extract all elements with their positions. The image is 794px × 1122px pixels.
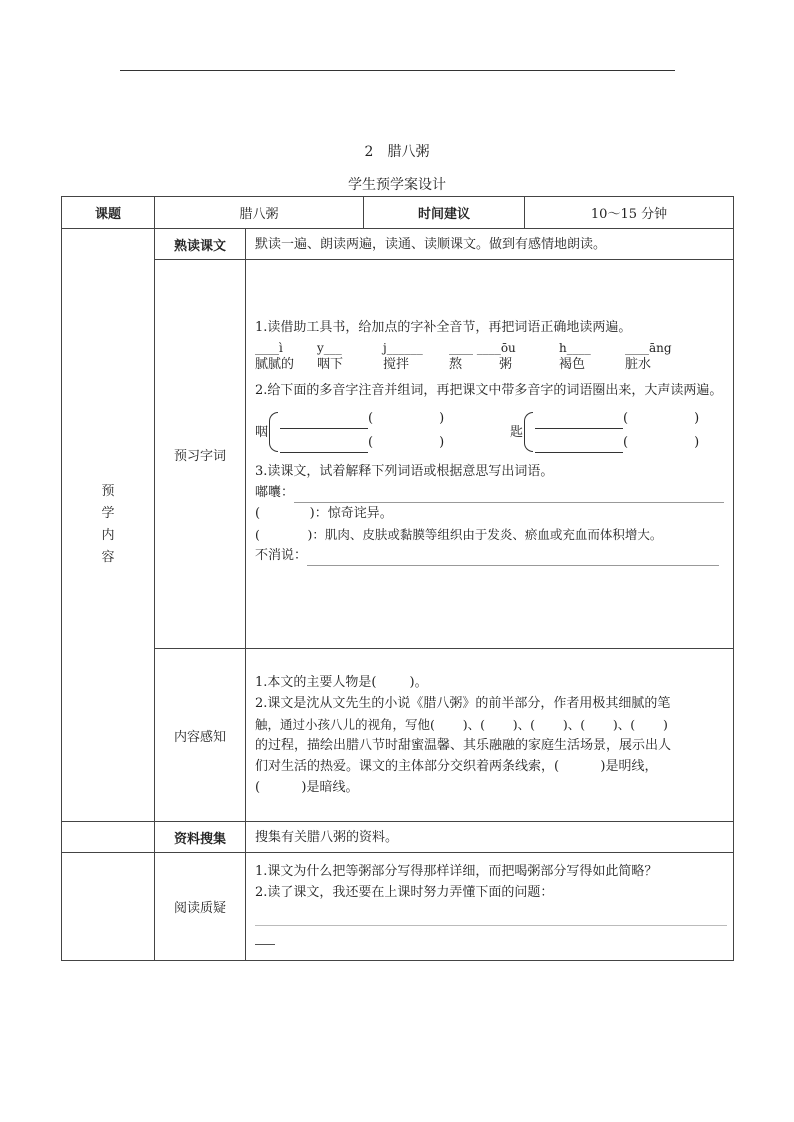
row-content (62, 649, 734, 822)
term-row-1 (255, 482, 727, 503)
pinyin-blank: ______ (386, 341, 423, 355)
pinyin-2 (317, 340, 383, 356)
term-label: 不消说： (255, 548, 308, 563)
question-1: 1.课文为什么把等粥部分写得那样详细，而把喝粥部分写得如此简略？ (255, 864, 658, 879)
pinyin-text: j (383, 341, 387, 355)
side-char: 内 (101, 528, 115, 543)
polyphone-group-2 (510, 411, 699, 453)
answer-blank[interactable] (280, 412, 368, 429)
answer-blank[interactable] (535, 436, 623, 453)
paren-open: ( (368, 411, 374, 426)
content-text (246, 649, 734, 822)
pinyin-text: ì (279, 341, 283, 355)
polyphone-line[interactable] (535, 435, 699, 453)
pinyin-3 (383, 340, 449, 356)
side-label (62, 229, 155, 822)
pinyin-1 (255, 340, 317, 356)
reading-text: 默读一遍、朗读两遍，读通、读顺课文。做到有感情地朗读。 (246, 229, 734, 260)
brace-icon (524, 412, 533, 452)
pinyin-text: y (317, 341, 324, 355)
polyphone-lines (280, 411, 444, 453)
materials-label: 资料搜集 (155, 822, 246, 853)
materials-text: 搜集有关腊八粥的资料。 (246, 822, 734, 853)
words-content (246, 260, 734, 649)
reading-label: 熟读课文 (155, 229, 246, 260)
answer-line[interactable] (255, 907, 727, 926)
word-row (255, 356, 727, 374)
paren-close: ) (694, 435, 700, 450)
content-line: ( )是暗线。 (255, 780, 359, 795)
term-label: 嘟囔： (255, 485, 295, 500)
content-line: 们对生活的热爱。课文的主体部分交织着两条线索，( )是明线， (255, 759, 658, 774)
worksheet-table (61, 196, 734, 961)
term-answer-line[interactable] (294, 486, 724, 503)
polyphone-area (255, 409, 727, 455)
pinyin-4 (449, 340, 559, 356)
pinyin-blank: ___ (323, 341, 342, 355)
topic-value: 腊八粥 (155, 197, 364, 229)
polyphone-line[interactable] (535, 411, 699, 429)
lesson-number: 2 (364, 144, 374, 160)
polyphone-char: 咽 (255, 424, 269, 440)
pinyin-text: āng (649, 341, 672, 355)
paren-open: ( (368, 435, 374, 450)
paren-close: ) (694, 411, 700, 426)
definition-2: ( )：肌肉、皮肤或黏膜等组织由于发炎、瘀血或充血而体积增大。 (255, 527, 663, 542)
page-subtitle: 学生预学案设计 (348, 177, 446, 193)
lesson-name: 腊八粥 (387, 144, 430, 160)
polyphone-group-1 (255, 411, 510, 453)
content-label: 内容感知 (155, 649, 246, 822)
polyphone-line[interactable] (280, 411, 444, 429)
polyphone-char: 匙 (510, 424, 524, 440)
term-answer-line[interactable] (307, 549, 719, 566)
paren-open: ( (623, 411, 629, 426)
topic-label: 课题 (62, 197, 155, 229)
pinyin-blank: ____ ____ (449, 341, 501, 355)
row-questions (62, 853, 734, 961)
row-reading (62, 229, 734, 260)
questions-label: 阅读质疑 (155, 853, 246, 961)
brace-icon (269, 412, 278, 452)
answer-line-short[interactable] (255, 928, 275, 945)
pinyin-blank: ____ (566, 341, 591, 355)
question-2: 2.读了课文，我还要在上课时努力弄懂下面的问题： (255, 885, 554, 900)
answer-blank[interactable] (280, 436, 368, 453)
word-1: 腻腻的 (255, 357, 295, 372)
word-7: 脏水 (625, 357, 652, 372)
words-q3: 3.读课文，试着解释下列词语或根据意思写出词语。 (255, 464, 554, 479)
word-5: 粥 (499, 357, 513, 372)
words-q1: 1.读借助工具书，给加点的字补全音节，再把词语正确地读两遍。 (255, 320, 632, 335)
lesson-title (0, 141, 794, 161)
content-line: 的过程，描绘出腊八节时甜蜜温馨、其乐融融的家庭生活场景，展示出人 (255, 738, 672, 753)
word-2: 咽下 (317, 357, 344, 372)
pinyin-6 (625, 340, 685, 356)
pinyin-text: ōu (500, 341, 516, 355)
row-words (62, 260, 734, 649)
content-line: 1.本文的主要人物是( )。 (255, 675, 428, 690)
pinyin-5 (559, 340, 625, 356)
paren-close: ) (439, 435, 445, 450)
paren-open: ( (623, 435, 629, 450)
pinyin-row (255, 340, 727, 356)
pinyin-blank: ____ (625, 341, 649, 355)
definition-1: ( )：惊奇诧异。 (255, 506, 393, 521)
polyphone-lines (535, 411, 699, 453)
side-char: 学 (101, 506, 115, 521)
header-row (62, 197, 734, 229)
answer-blank[interactable] (535, 412, 623, 429)
header-rule (120, 70, 675, 71)
paren-close: ) (439, 411, 445, 426)
term-row-2 (255, 545, 727, 566)
word-6: 褐色 (559, 357, 586, 372)
words-label: 预习字词 (155, 260, 246, 649)
word-3: 搅拌 (383, 357, 410, 372)
row-materials (62, 822, 734, 853)
content-line: 触，通过小孩八儿的视角，写他( )、( )、( )、( )、( ) (255, 717, 668, 732)
pinyin-text: h (559, 341, 567, 355)
pinyin-blank: ____ (255, 341, 279, 355)
time-value: 10～15 分钟 (525, 197, 734, 229)
content-line: 2.课文是沈从文先生的小说《腊八粥》的前半部分，作者用极其细腻的笔 (255, 696, 671, 711)
side-spacer (62, 853, 155, 961)
time-label: 时间建议 (364, 197, 525, 229)
questions-content (246, 853, 734, 961)
polyphone-line[interactable] (280, 435, 444, 453)
side-spacer (62, 822, 155, 853)
side-char: 预 (101, 484, 115, 499)
words-q2: 2.给下面的多音字注音并组词，再把课文中带多音字的词语圈出来，大声读两遍。 (255, 383, 723, 398)
word-4: 熬 (449, 357, 463, 372)
side-char: 容 (101, 550, 115, 565)
